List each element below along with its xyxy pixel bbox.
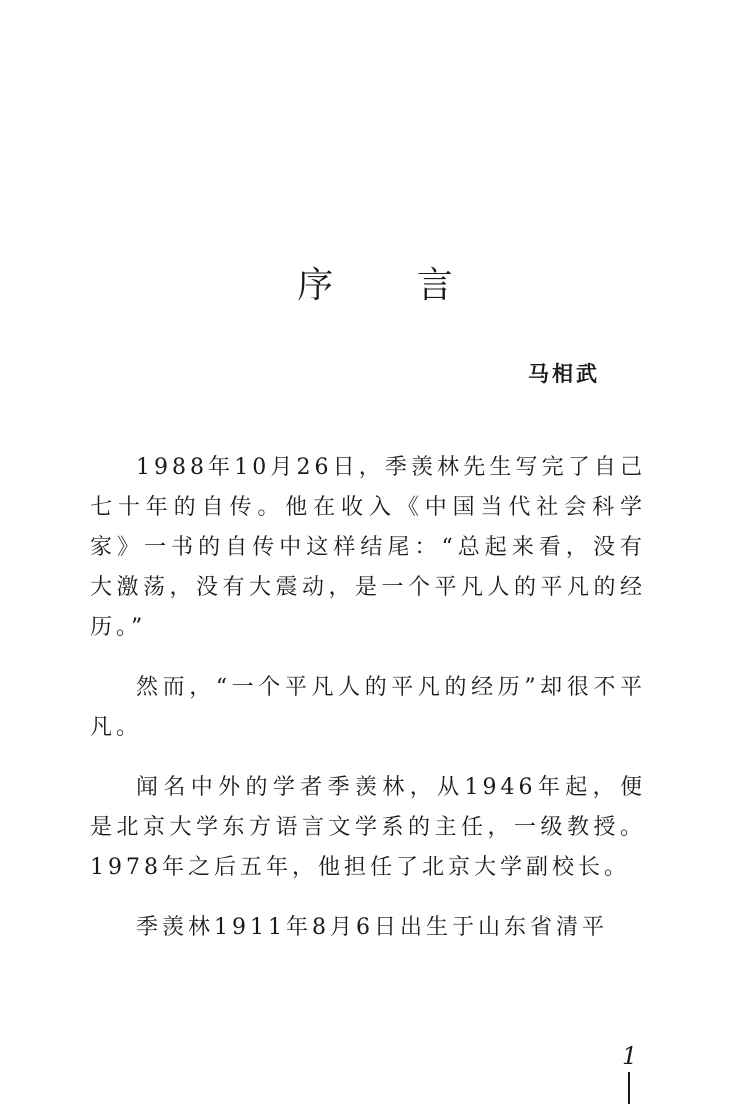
- paragraph: 1988年10月26日，季羡林先生写完了自己七十年的自传。他在收入《中国当代社会科学家》一书的自传中这样结尾：“总起来看，没有大激荡，没有大震动，是一个平凡人的平凡的经历。”: [90, 455, 646, 640]
- chapter-title: 序 言: [297, 265, 489, 306]
- author-name: 马相武: [528, 361, 600, 386]
- paragraph: 季羡林1911年8月6日出生于山东省清平: [136, 915, 608, 940]
- body-text: [90, 448, 646, 968]
- paragraph: 闻名中外的学者季羡林，从1946年起，便是北京大学东方语言文学系的主任，一级教授。1978年之后五年，他担任了北京大学副校长。: [90, 775, 646, 880]
- page-number: 1: [622, 1042, 638, 1070]
- page-edge-rule: [628, 1072, 630, 1104]
- paragraph: 然而，“一个平凡人的平凡的经历”却很不平凡。: [90, 675, 646, 740]
